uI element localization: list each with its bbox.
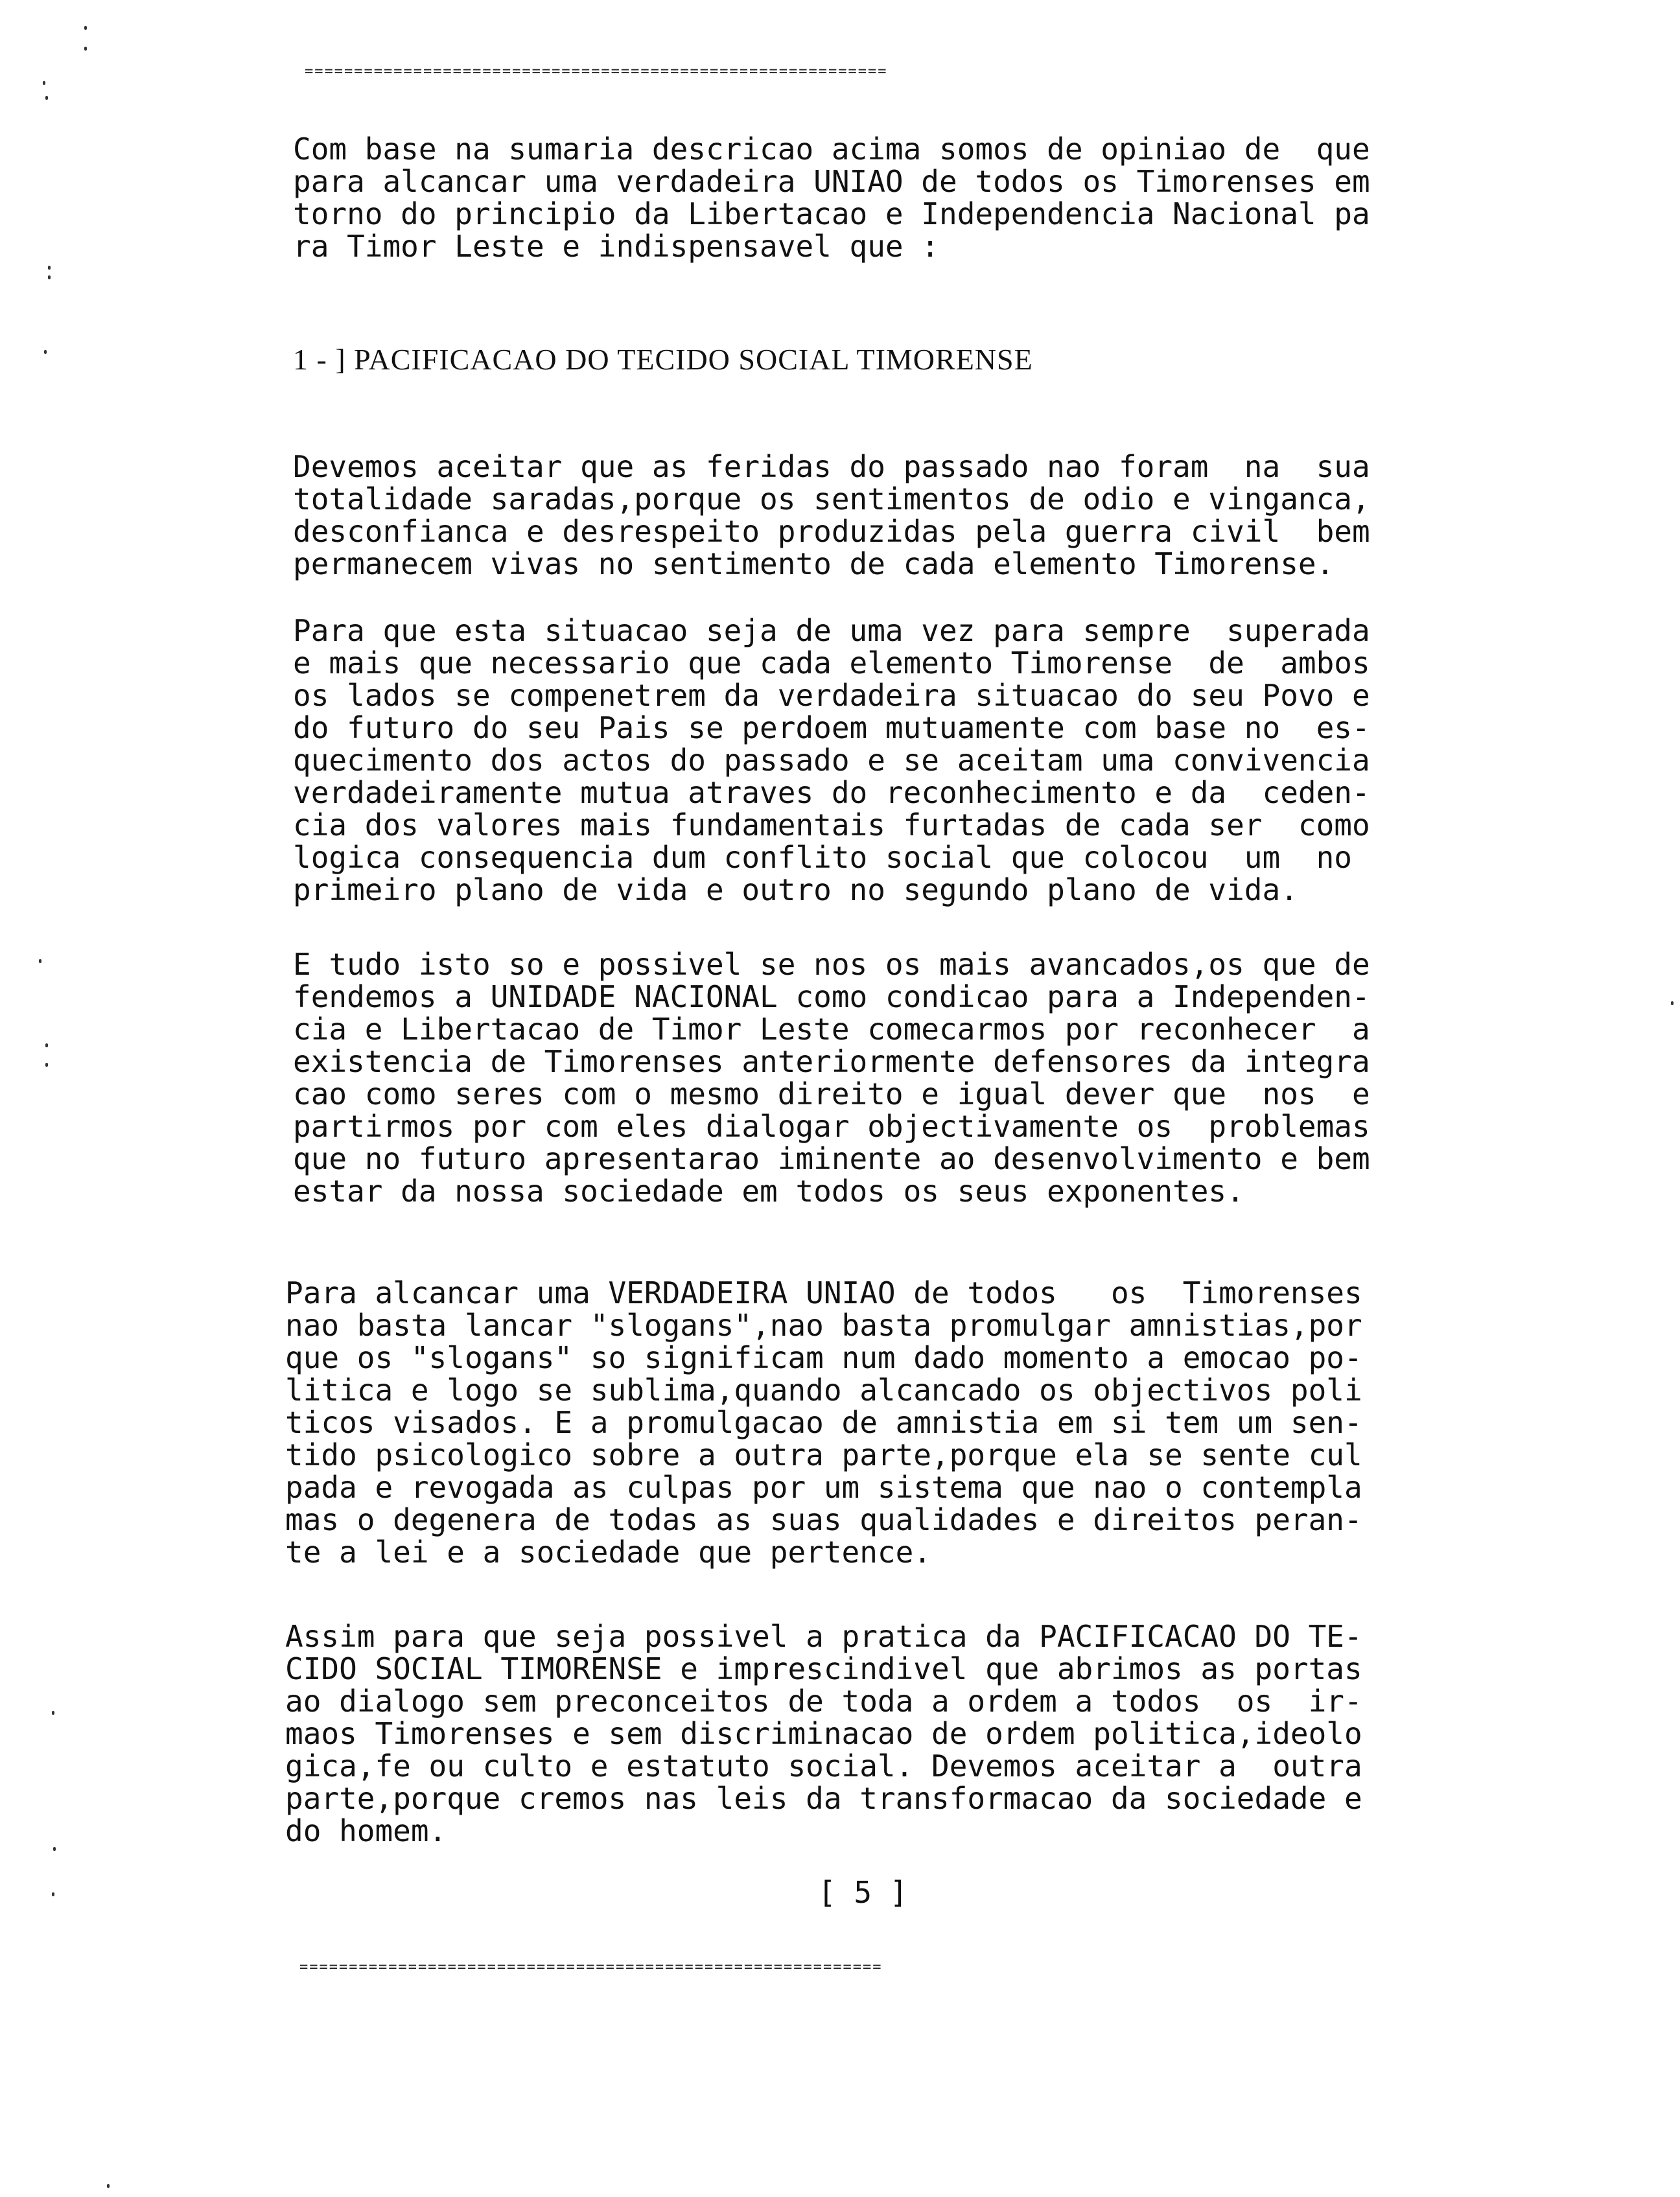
scan-speck: [39, 959, 41, 963]
scan-speck: [44, 350, 47, 354]
top-divider-rule: ===========================================================: [305, 65, 888, 79]
scan-speck: [84, 47, 87, 51]
scan-speck: [48, 275, 51, 279]
scan-speck: [43, 81, 45, 85]
intro-paragraph: Com base na sumaria descricao acima somos de opiniao de que para alcancar uma verdadeira UNIAO de todos os Timorenses em torno do principio da Libertacao e Independencia Nacional pa ra Timor Leste e indispensavel que :: [293, 132, 1370, 264]
paragraph-5: Assim para que seja possivel a pratica da PACIFICACAO DO TE- CIDO SOCIAL TIMORENSE e imprescindivel que abrimos as portas ao dialogo sem preconceitos de toda a ordem a todos os ir- maos Timorenses e sem discriminacao de ordem politica,ideolo gica,fe ou culto e estatuto social. Devemos aceitar a outra parte,porque cremos nas leis da transformacao da sociedade e do homem.: [285, 1619, 1362, 1848]
scan-speck: [52, 1711, 54, 1715]
section-heading: 1 - ] PACIFICACAO DO TECIDO SOCIAL TIMORENSE: [293, 343, 1033, 376]
scan-speck: [1671, 1001, 1674, 1005]
scan-speck: [45, 1043, 48, 1047]
scan-speck: [53, 1847, 56, 1851]
page-number: [ 5 ]: [818, 1875, 908, 1910]
scan-speck: [84, 26, 87, 30]
bottom-divider-rule: ===========================================================: [299, 1960, 883, 1975]
scan-speck: [48, 266, 51, 270]
scan-speck: [107, 2184, 110, 2188]
scan-speck: [52, 1892, 54, 1896]
paragraph-1: Devemos aceitar que as feridas do passado nao foram na sua totalidade saradas,porque os sentimentos de odio e vinganca, desconfianca e desrespeito produzidas pela guerra civil bem permanecem vivas no sentimento de cada elemento Timorense.: [293, 449, 1370, 581]
scan-speck: [45, 96, 48, 100]
scan-speck: [45, 1063, 48, 1067]
paragraph-2: Para que esta situacao seja de uma vez para sempre superada e mais que necessario que cada elemento Timorense de ambos os lados se compenetrem da verdadeira situacao do seu Povo e do futuro do seu Pais se perdoem mutuamente com base no es- quecimento dos actos do passado e se aceitam uma convivencia verdadeiramente mutua atraves do reconhecimento e da ceden- cia dos valores mais fundamentais furtadas de cada ser como logica consequencia dum conflito social que colocou um no primeiro plano de vida e outro no segundo plano de vida.: [293, 613, 1370, 907]
paragraph-3: E tudo isto so e possivel se nos os mais avancados,os que de fendemos a UNIDADE NACIONAL como condicao para a Independen- cia e Libertacao de Timor Leste comecarmos por reconhecer a existencia de Timorenses anteriormente defensores da integra cao como seres com o mesmo direito e igual dever que nos e partirmos por com eles dialogar objectivamente os problemas que no futuro apresentarao iminente ao desenvolvimento e bem estar da nossa sociedade em todos os seus exponentes.: [293, 947, 1370, 1209]
paragraph-4: Para alcancar uma VERDADEIRA UNIAO de todos os Timorenses nao basta lancar "slogans",nao basta promulgar amnistias,por que os "slogans" so significam num dado momento a emocao po- litica e logo se sublima,quando alcancado os objectivos poli ticos visados. E a promulgacao de amnistia em si tem um sen- tido psicologico sobre a outra parte,porque ela se sente cul pada e revogada as culpas por um sistema que nao o contempla mas o degenera de todas as suas qualidades e direitos peran- te a lei e a sociedade que pertence.: [285, 1275, 1362, 1570]
